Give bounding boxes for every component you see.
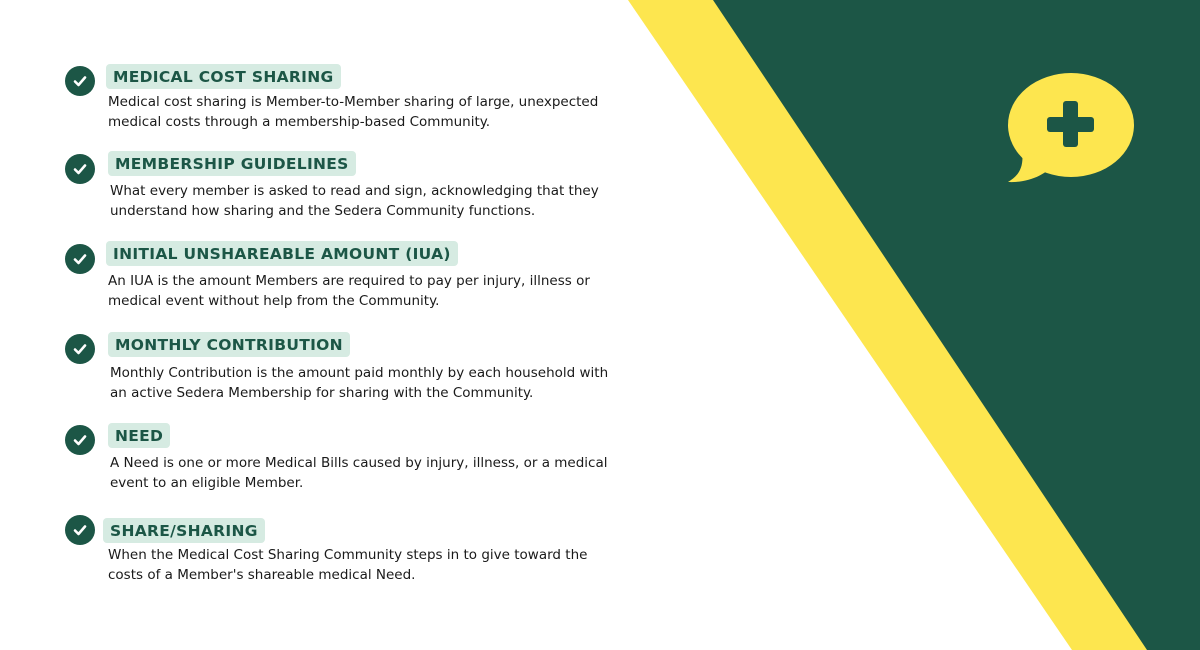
definition-text: An IUA is the amount Members are required to pay per injury, illness or medical event without help from the Community.: [108, 273, 590, 309]
checkmark-icon: [65, 244, 95, 274]
definition-title: MONTHLY CONTRIBUTION: [108, 332, 350, 357]
definition-item: [65, 64, 625, 134]
definition-item: [65, 241, 625, 316]
definition-title: SHARE/SHARING: [103, 518, 265, 543]
checkmark-icon: [65, 425, 95, 455]
definition-title: MEMBERSHIP GUIDELINES: [108, 151, 356, 176]
definition-title: MEDICAL COST SHARING: [106, 64, 341, 89]
definition-item: [65, 151, 625, 226]
definition-item: [65, 518, 625, 593]
definition-text: When the Medical Cost Sharing Community steps in to give toward the costs of a Member's shareable medical Need.: [108, 547, 588, 583]
definition-item: [65, 332, 625, 407]
checkmark-icon: [65, 334, 95, 364]
definition-text: What every member is asked to read and sign, acknowledging that they understand how sharing and the Sedera Community functions.: [110, 183, 599, 219]
definition-item: [65, 423, 625, 498]
definition-text: Monthly Contribution is the amount paid monthly by each household with an active Sedera Membership for sharing with the Community.: [110, 365, 609, 401]
definition-text: Medical cost sharing is Member-to-Member sharing of large, unexpected medical costs through a membership-based Community.: [108, 94, 599, 130]
green-panel: [713, 0, 1200, 650]
definition-title: NEED: [108, 423, 170, 448]
checkmark-icon: [65, 515, 95, 545]
definition-text: A Need is one or more Medical Bills caused by injury, illness, or a medical event to an eligible Member.: [110, 455, 608, 491]
definition-title: INITIAL UNSHAREABLE AMOUNT (IUA): [106, 241, 458, 266]
checkmark-icon: [65, 66, 95, 96]
checkmark-icon: [65, 154, 95, 184]
